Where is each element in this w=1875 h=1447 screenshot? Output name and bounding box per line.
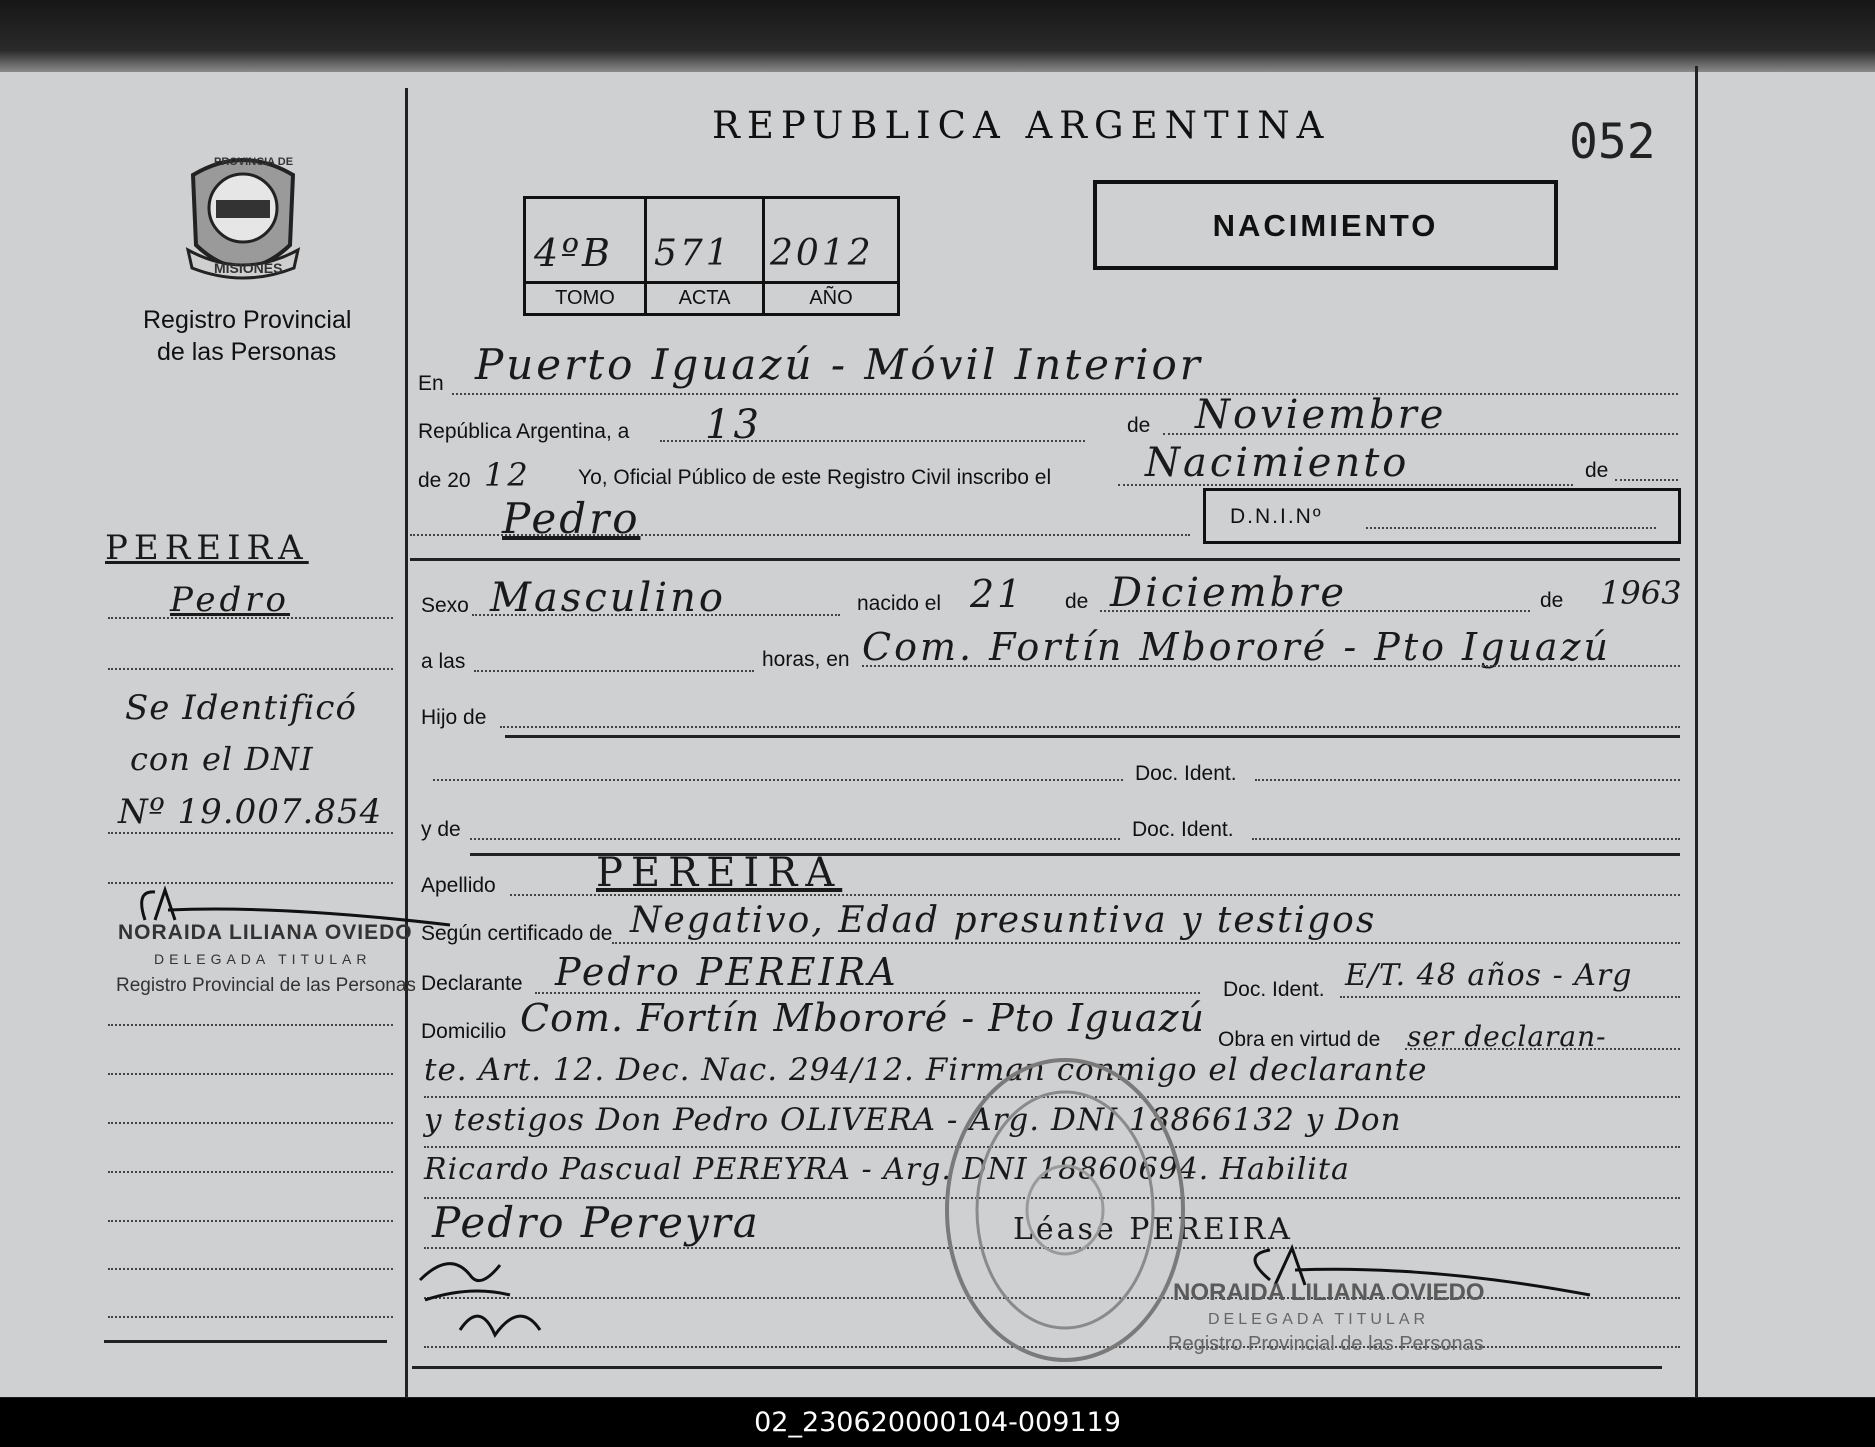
sexo-label: Sexo — [421, 594, 469, 617]
dni-box — [1203, 488, 1681, 544]
declarante-doc: E/T. 48 años - Arg — [1345, 958, 1633, 993]
nacido-line — [1100, 610, 1530, 612]
inscribo-line — [1615, 479, 1678, 481]
margin-line — [108, 1171, 393, 1173]
misiones-seal — [178, 150, 308, 285]
margin-line — [108, 832, 393, 834]
declarante-label: Declarante — [421, 972, 523, 995]
doc-ident-label: Doc. Ident. — [1135, 762, 1237, 785]
inscribo-value: Nacimiento — [1145, 440, 1410, 486]
hijo-rule — [505, 735, 1680, 738]
alas-label: a las — [421, 650, 466, 673]
segun-value: Negativo, Edad presuntiva y testigos — [630, 900, 1377, 941]
right-border — [1695, 66, 1698, 1398]
hijo-line — [500, 726, 1680, 728]
sexo-value: Masculino — [490, 575, 726, 621]
republica-label: República Argentina, a — [418, 420, 630, 443]
tomo-value: 4ºB — [534, 231, 613, 275]
declarante-signature: Pedro Pereyra — [432, 1198, 760, 1247]
margin-note-1: Se Identificó — [125, 688, 357, 728]
year-value: 12 — [484, 456, 531, 494]
country-title: REPUBLICA ARGENTINA — [712, 104, 1331, 147]
hijo-line-2 — [433, 779, 1123, 781]
page-number: 052 — [1569, 114, 1656, 170]
yde-line — [470, 838, 1120, 840]
name-line — [410, 534, 1190, 536]
acta-label: ACTA — [678, 287, 731, 309]
month-de-label: de — [1127, 414, 1151, 437]
margin-divider — [405, 88, 408, 1398]
declarante-doc-line — [1340, 996, 1680, 998]
inscribo-de-label: de — [1585, 459, 1609, 482]
nacido-day: 21 — [970, 572, 1025, 616]
margin-line — [108, 617, 393, 619]
yde-label: y de — [421, 818, 461, 841]
scan-top-edge — [0, 0, 1875, 72]
margin-stamp-name: NORAIDA LILIANA OVIEDO — [118, 921, 413, 944]
month-value: Noviembre — [1195, 392, 1447, 438]
officer-stamp-registry: Registro Provincial de las Personas — [1168, 1333, 1484, 1355]
margin-line — [108, 1024, 393, 1026]
lugar-value: Com. Fortín Mbororé - Pto Iguazú — [862, 625, 1612, 669]
nacido-year: 1963 — [1600, 574, 1682, 612]
observation-line-3: Ricardo Pascual PEREYRA - Arg. DNI 18860694. Habilita — [424, 1152, 1350, 1187]
margin-line — [108, 1316, 393, 1318]
record-type-label: NACIMIENTO — [1212, 208, 1439, 243]
inscribo-line — [1118, 484, 1573, 486]
officer-initials-signature-icon — [410, 1240, 560, 1345]
month-line — [1163, 433, 1678, 435]
record-number-box — [523, 196, 900, 316]
officer-stamp-name: NORAIDA LILIANA OVIEDO — [1173, 1279, 1485, 1306]
domicilio-label: Domicilio — [421, 1020, 507, 1043]
obra-label: Obra en virtud de — [1218, 1028, 1381, 1051]
hijo-label: Hijo de — [421, 706, 487, 729]
officer-stamp-title: DELEGADA TITULAR — [1208, 1311, 1430, 1328]
anio-label: AÑO — [809, 287, 853, 309]
margin-line — [108, 1220, 393, 1222]
scan-file-id: 02_230620000104-009119 — [0, 1398, 1875, 1447]
registry-name-2: de las Personas — [157, 338, 337, 366]
margin-line — [108, 1268, 393, 1270]
segun-line — [612, 942, 1680, 944]
margin-surname: PEREIRA — [105, 528, 309, 568]
seal-bottom-text: MISIONES — [214, 260, 283, 276]
observation-line-1: te. Art. 12. Dec. Nac. 294/12. Firman conmigo el declarante — [424, 1052, 1428, 1088]
margin-bottom-rule — [104, 1340, 387, 1343]
hora-line — [474, 670, 754, 672]
declarante-value: Pedro PEREIRA — [555, 950, 899, 994]
nacido-month: Diciembre — [1110, 570, 1348, 616]
doc-ident-label-2: Doc. Ident. — [1132, 818, 1234, 841]
section-rule — [410, 558, 1680, 561]
apellido-line — [510, 894, 1680, 896]
tomo-label: TOMO — [555, 287, 615, 309]
nacido-year-de-label: de — [1540, 589, 1564, 612]
observation-line-2: y testigos Don Pedro OLIVERA - Arg. DNI 18866132 y Don — [424, 1102, 1402, 1138]
nacido-label: nacido el — [857, 592, 942, 615]
obra-line — [1405, 1048, 1680, 1050]
obra-value: ser declaran- — [1407, 1020, 1607, 1053]
name-value: Pedro — [502, 494, 641, 543]
en-value: Puerto Iguazú - Móvil Interior — [475, 340, 1203, 389]
margin-line — [108, 668, 393, 670]
day-line — [660, 440, 1085, 442]
day-value: 13 — [705, 402, 762, 448]
anio-value: 2012 — [770, 233, 874, 274]
en-label: En — [418, 372, 444, 395]
margin-stamp-registry: Registro Provincial de las Personas — [116, 975, 416, 996]
dni-line — [1366, 527, 1656, 529]
horas-label: horas, en — [762, 648, 850, 671]
lease-value: Léase PEREIRA — [1013, 1212, 1293, 1247]
segun-label: Según certificado de — [421, 922, 613, 945]
record-type-box — [1093, 180, 1558, 270]
box-divider — [526, 281, 897, 284]
apellido-label: Apellido — [421, 874, 496, 897]
margin-note-2: con el DNI — [130, 740, 314, 778]
margin-line — [108, 1122, 393, 1124]
oficial-text: Yo, Oficial Público de este Registro Civil inscribo el — [578, 466, 1052, 489]
seal-top-text: PROVINCIA DE — [214, 156, 294, 168]
official-round-seal-icon — [940, 1050, 1190, 1370]
margin-stamp-title: DELEGADA TITULAR — [154, 951, 372, 967]
margin-firstname: Pedro — [170, 580, 290, 620]
registry-name-1: Registro Provincial — [143, 306, 352, 334]
doc-ident-line-2 — [1252, 838, 1680, 840]
nacido-de-label: de — [1065, 590, 1089, 613]
margin-line — [108, 1073, 393, 1075]
dni-label: D.N.I.Nº — [1230, 505, 1323, 528]
en-line — [452, 393, 1678, 395]
sexo-line — [472, 614, 840, 616]
acta-value: 571 — [654, 233, 732, 274]
year-prefix: de 20 — [418, 469, 471, 492]
margin-note-3: Nº 19.007.854 — [118, 792, 383, 832]
apellido-value: PEREIRA — [596, 850, 843, 896]
declarante-line — [535, 992, 1200, 994]
doc-ident-line — [1255, 779, 1680, 781]
doc-ident-label-3: Doc. Ident. — [1223, 978, 1325, 1001]
lugar-line — [862, 665, 1680, 667]
domicilio-value: Com. Fortín Mbororé - Pto Iguazú — [520, 996, 1206, 1040]
